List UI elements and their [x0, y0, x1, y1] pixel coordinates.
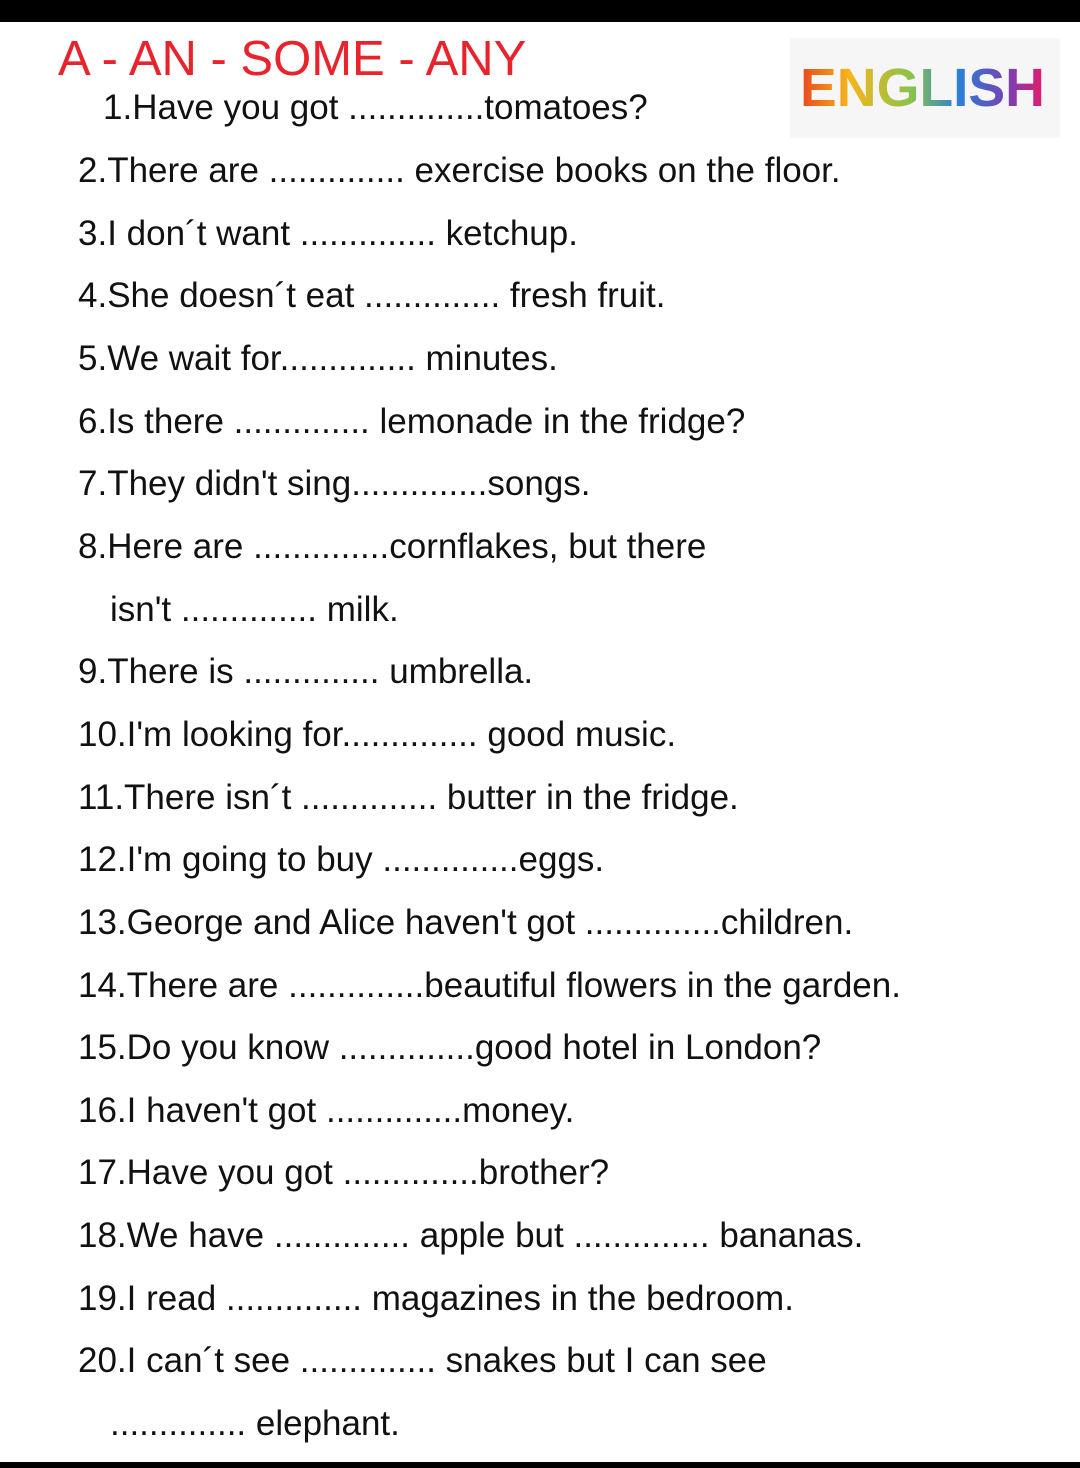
- question-line: 8.Here are ..............cornflakes, but there: [78, 527, 707, 566]
- question-line: 3.I don´t want .............. ketchup.: [78, 214, 578, 253]
- question-line: 5.We wait for.............. minutes.: [78, 339, 558, 378]
- worksheet: [0, 22, 1080, 1462]
- english-logo-graphic: [790, 38, 1060, 138]
- question-line: 18.We have .............. apple but .............. bananas.: [78, 1216, 864, 1255]
- english-logo: [790, 38, 1060, 138]
- question-line: .............. elephant.: [110, 1404, 400, 1443]
- question-line: 9.There is .............. umbrella.: [78, 652, 534, 691]
- question-line: 4.She doesn´t eat .............. fresh fruit.: [78, 276, 666, 315]
- question-line: 2.There are .............. exercise books on the floor.: [78, 151, 841, 190]
- question-line: 1.Have you got ..............tomatoes?: [103, 88, 648, 127]
- question-line: isn't .............. milk.: [110, 590, 399, 629]
- question-line: 14.There are ..............beautiful flowers in the garden.: [78, 966, 901, 1005]
- question-line: 11.There isn´t .............. butter in the fridge.: [78, 778, 739, 817]
- question-line: 12.I'm going to buy ..............eggs.: [78, 840, 605, 879]
- svg-text:ENGLISH: ENGLISH: [800, 58, 1045, 118]
- question-line: 17.Have you got ..............brother?: [78, 1153, 610, 1192]
- question-line: 15.Do you know ..............good hotel in London?: [78, 1028, 822, 1067]
- question-line: 6.Is there .............. lemonade in the fridge?: [78, 402, 746, 441]
- question-line: 19.I read .............. magazines in the bedroom.: [78, 1279, 794, 1318]
- question-line: 7.They didn't sing..............songs.: [78, 464, 591, 503]
- question-line: 20.I can´t see .............. snakes but I can see: [78, 1341, 767, 1380]
- question-line: 13.George and Alice haven't got ..............children.: [78, 903, 854, 942]
- worksheet-title: A - AN - SOME - ANY: [58, 32, 527, 86]
- question-line: 10.I'm looking for.............. good music.: [78, 715, 677, 754]
- question-line: 16.I haven't got ..............money.: [78, 1091, 575, 1130]
